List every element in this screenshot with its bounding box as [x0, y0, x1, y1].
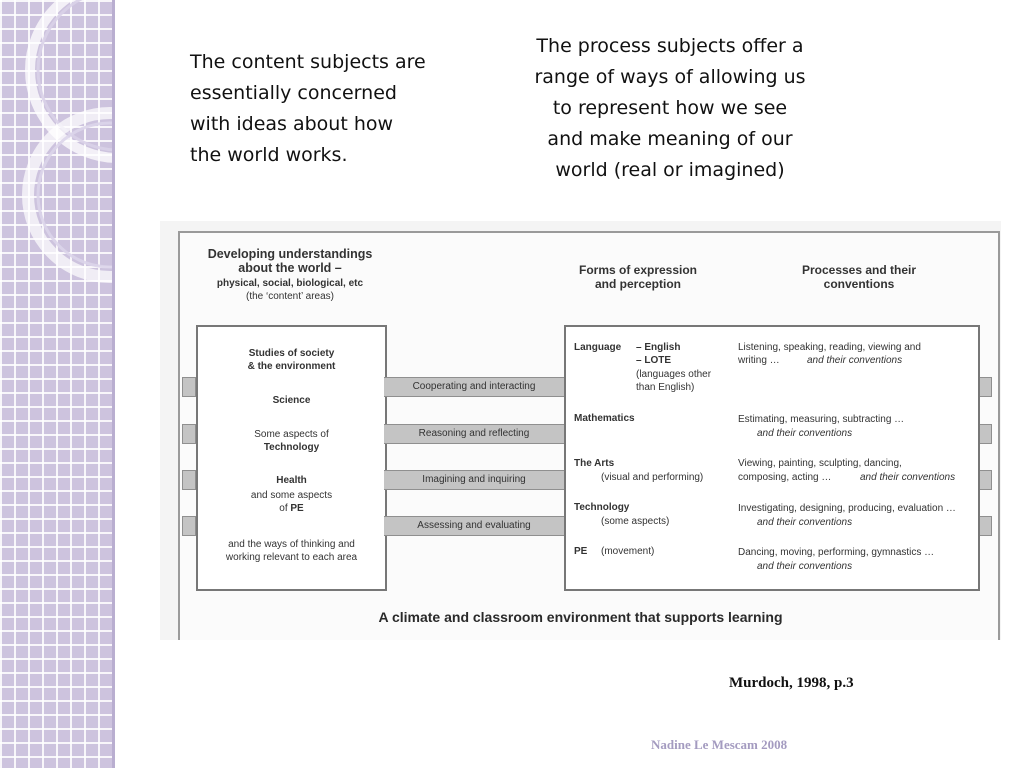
some-aspects-label: Some aspects of	[254, 429, 329, 440]
band-stub	[182, 377, 196, 397]
band-reasoning: Reasoning and reflecting	[384, 424, 564, 444]
diagram-caption: A climate and classroom environment that supports learning	[378, 609, 783, 625]
band-imagining: Imagining and inquiring	[384, 470, 564, 490]
lote-note-line1: (languages other	[636, 369, 712, 380]
note-line: to represent how we see	[552, 97, 788, 119]
note-line: world (real or imagined)	[555, 159, 785, 181]
note-line: and make meaning of our	[547, 128, 793, 150]
band-cooperating: Cooperating and interacting	[384, 377, 564, 397]
arts-conventions: and their conventions	[860, 472, 956, 483]
ways-of-thinking-line1: and the ways of thinking and	[228, 539, 355, 550]
swirl-decoration	[0, 0, 114, 768]
lote-note-line2: than English)	[636, 382, 695, 393]
note-line: essentially concerned	[190, 82, 397, 104]
content-areas-box	[196, 325, 387, 591]
note-line: The process subjects offer a	[536, 35, 804, 57]
mathematics-process: Estimating, measuring, subtracting …	[738, 414, 905, 425]
science-label: Science	[272, 395, 311, 406]
the-arts-label: The Arts	[574, 458, 615, 469]
mathematics-conventions: and their conventions	[757, 428, 853, 439]
band-stub	[182, 470, 196, 490]
language-conventions: and their conventions	[807, 355, 903, 366]
arts-process-line1: Viewing, painting, sculpting, dancing,	[738, 458, 902, 469]
footer-credit: Nadine Le Mescam 2008	[651, 737, 788, 752]
content-areas-heading-line2: about the world –	[238, 261, 342, 275]
content-subjects-note	[190, 47, 460, 171]
arts-note: (visual and performing)	[601, 472, 704, 483]
note-line: range of ways of allowing us	[534, 66, 806, 88]
language-process-line2: writing …	[738, 355, 780, 366]
ways-of-thinking-line2: working relevant to each area	[225, 552, 358, 563]
of-label: of	[279, 503, 288, 514]
english-label: – English	[636, 342, 681, 353]
technology-note: (some aspects)	[601, 516, 670, 527]
technology-form-label: Technology	[574, 502, 630, 513]
content-areas-heading-line4: (the ‘content’ areas)	[245, 291, 334, 302]
forms-processes-box	[564, 325, 980, 591]
language-process-line1: Listening, speaking, reading, viewing and	[738, 342, 921, 353]
studies-of-society-line1: Studies of society	[248, 348, 335, 359]
pe-conventions: and their conventions	[757, 561, 853, 572]
pe-process: Dancing, moving, performing, gymnastics …	[738, 547, 935, 558]
band-stub	[182, 516, 196, 536]
band-stub	[182, 424, 196, 444]
technology-conventions: and their conventions	[757, 517, 853, 528]
studies-of-society-line2: & the environment	[247, 361, 336, 372]
citation: Murdoch, 1998, p.3	[729, 675, 854, 691]
decorative-sidebar	[0, 0, 114, 768]
note-line: The content subjects are	[190, 51, 426, 73]
curriculum-diagram	[160, 221, 1001, 640]
pe-note: (movement)	[601, 546, 655, 557]
mathematics-label: Mathematics	[574, 413, 635, 424]
pe-label: PE	[290, 503, 304, 514]
sidebar-edge	[112, 0, 115, 768]
band-assessing: Assessing and evaluating	[384, 516, 564, 536]
processes-heading-line2: conventions	[823, 277, 895, 291]
lote-label: – LOTE	[636, 355, 672, 366]
forms-heading-line2: and perception	[594, 277, 681, 291]
language-label: Language	[574, 342, 622, 353]
band-stub	[978, 516, 992, 536]
forms-heading-line1: Forms of expression	[578, 263, 698, 277]
technology-label: Technology	[263, 442, 320, 453]
note-line: with ideas about how	[190, 113, 394, 135]
arts-process-line2: composing, acting …	[738, 472, 832, 483]
band-stub	[978, 424, 992, 444]
band-stub	[978, 470, 992, 490]
process-subjects-note	[515, 31, 825, 186]
processes-heading-line1: Processes and their	[801, 263, 917, 277]
content-areas-heading-line1: Developing understandings	[207, 247, 373, 261]
band-stub	[978, 377, 992, 397]
content-areas-heading-line3: physical, social, biological, etc	[216, 278, 364, 289]
pe-form-label: PE	[574, 546, 588, 557]
note-line: the world works.	[190, 144, 348, 166]
health-label: Health	[276, 475, 307, 486]
and-some-aspects-label: and some aspects	[250, 490, 333, 501]
technology-process: Investigating, designing, producing, evaluation …	[738, 503, 956, 514]
